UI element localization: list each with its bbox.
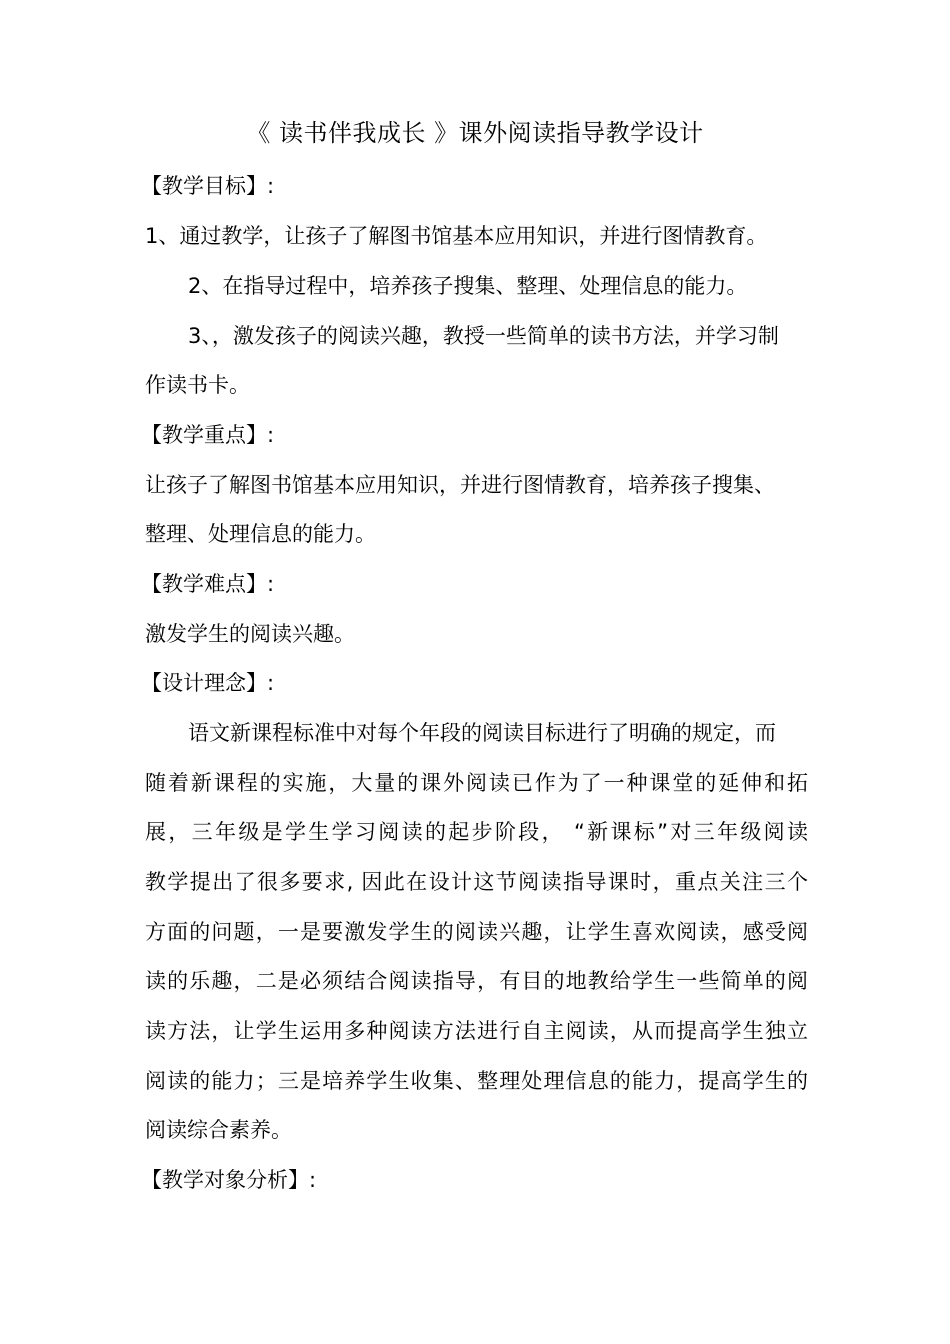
- design-concept-line-1: 语文新课程标准中对每个年段的阅读目标进行了明确的规定，而: [188, 721, 776, 745]
- document-title: 《 读书伴我成长 》课外阅读指导教学设计: [246, 119, 704, 147]
- objective-line-1: 1、通过教学，让孩子了解图书馆基本应用知识，并进行图情教育。: [145, 224, 768, 248]
- objective-line-2: 2、在指导过程中，培养孩子搜集、整理、处理信息的能力。: [188, 274, 748, 298]
- objective-line-4: 作读书卡。: [145, 373, 250, 397]
- objective-line-3: 3、，激发孩子的阅读兴趣，教授一些简单的读书方法，并学习制: [188, 324, 779, 348]
- difficulty-line-1: 激发学生的阅读兴趣。: [145, 622, 355, 646]
- section-heading-key-points: 【教学重点】:: [141, 423, 275, 447]
- key-point-line-1: 让孩子了解图书馆基本应用知识，并进行图情教育，培养孩子搜集、: [145, 473, 775, 497]
- design-concept-line-3: 展，三年级是学生学习阅读的起步阶段， “新课标”对三年级阅读: [145, 820, 808, 844]
- section-heading-student-analysis: 【教学对象分析】:: [141, 1168, 317, 1192]
- design-concept-line-5: 方面的问题，一是要激发学生的阅读兴趣，让学生喜欢阅读，感受阅: [145, 920, 808, 944]
- design-concept-line-8: 阅读的能力；三是培养学生收集、整理处理信息的能力，提高学生的: [145, 1069, 808, 1093]
- section-heading-difficulties: 【教学难点】:: [141, 572, 275, 596]
- design-concept-line-4: 教学提出了很多要求, 因此在设计这节阅读指导课时，重点关注三个: [145, 870, 808, 894]
- design-concept-line-6: 读的乐趣，二是必须结合阅读指导，有目的地教给学生一些简单的阅: [145, 969, 808, 993]
- design-concept-line-2: 随着新课程的实施，大量的课外阅读已作为了一种课堂的延伸和拓: [145, 771, 808, 795]
- section-heading-objectives: 【教学目标】:: [141, 174, 275, 198]
- design-concept-line-7: 读方法，让学生运用多种阅读方法进行自主阅读，从而提高学生独立: [145, 1019, 808, 1043]
- design-concept-line-9: 阅读综合素养。: [145, 1118, 292, 1142]
- section-heading-design-concept: 【设计理念】:: [141, 671, 275, 695]
- key-point-line-2: 整理、处理信息的能力。: [145, 522, 376, 546]
